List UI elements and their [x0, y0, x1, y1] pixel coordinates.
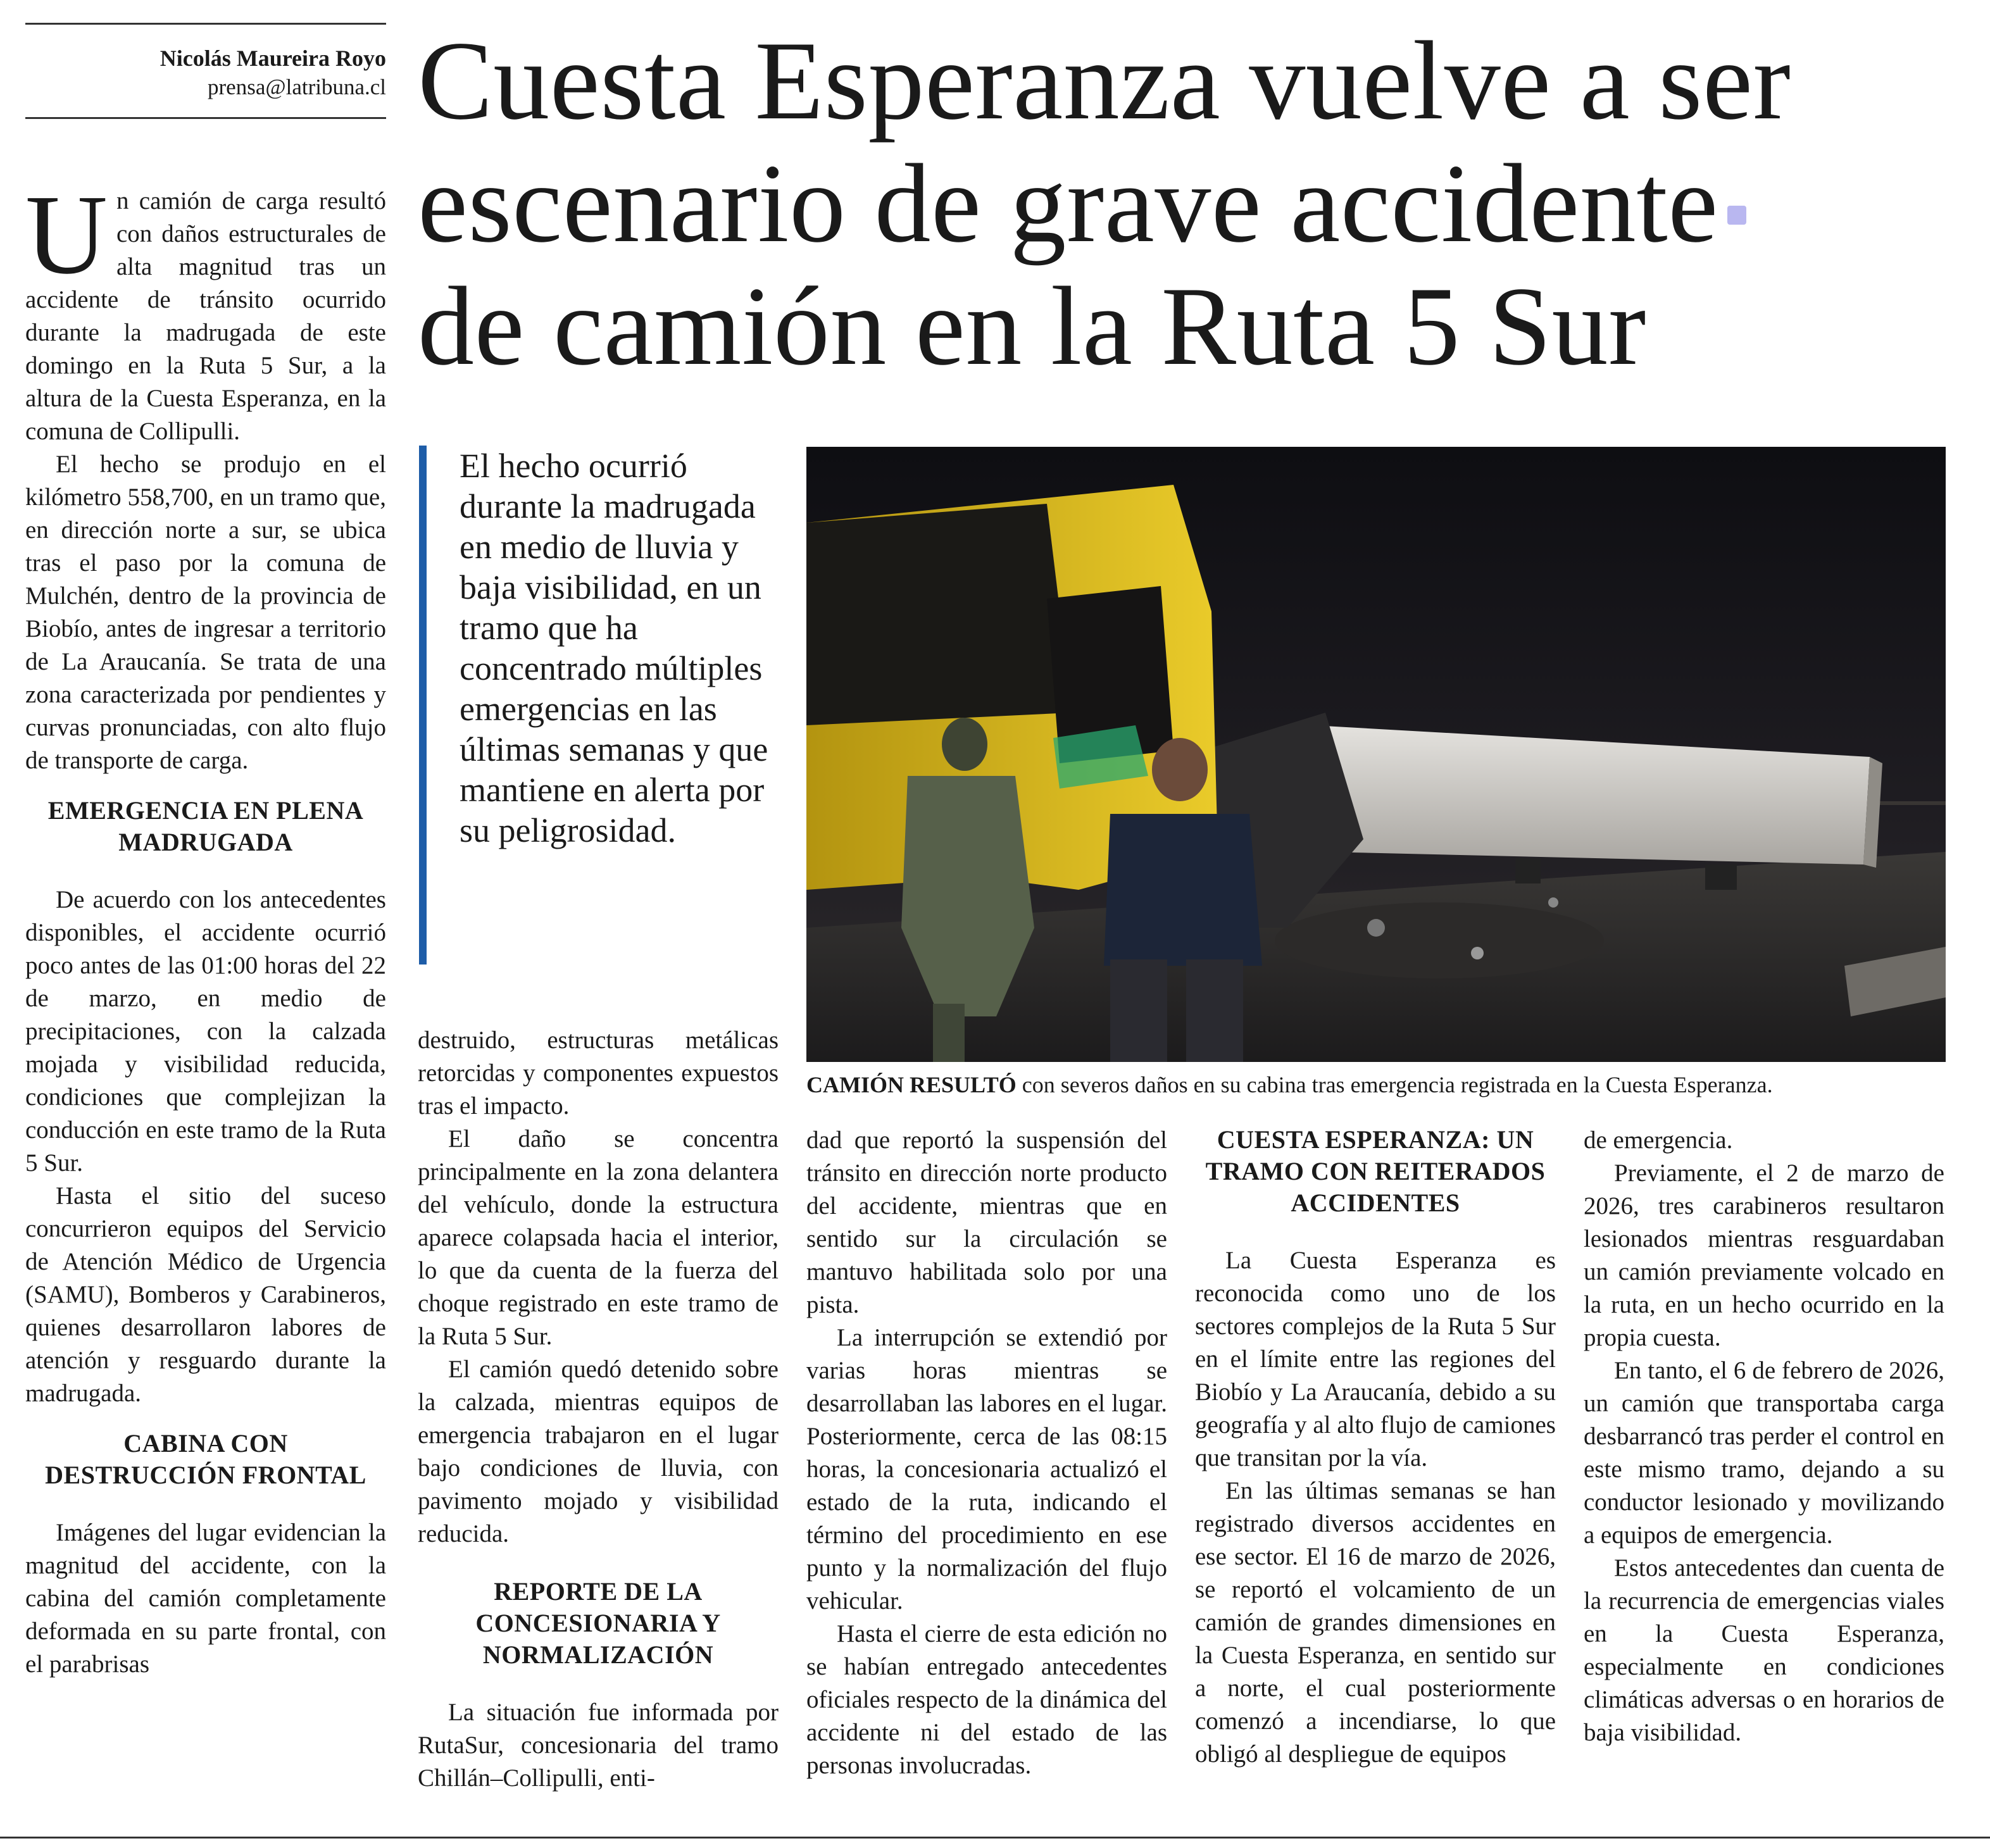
column-2 [418, 1024, 779, 1795]
author-name: Nicolás Maureira Royo [160, 46, 386, 71]
caption-text: con severos daños en su cabina tras emergencia registrada en la Cuesta Esperanza. [1016, 1072, 1773, 1097]
paragraph: El daño se concentra principalmente en la zona delantera del vehículo, donde la estructura aparece colapsada hacia el interior, lo que da cuenta de la fuerza del choque registrado en este tramo de la Ruta 5 Sur. [418, 1125, 779, 1350]
paragraph: Estos antecedentes dan cuenta de la recurrencia de emergencias viales en la Cuesta Esperanza, especialmente en condiciones climáticas adversas o en horarios de baja visibilidad. [1584, 1554, 1944, 1746]
paragraph: Hasta el sitio del suceso concurrieron equipos del Servicio de Atención Médico de Urgencia (SAMU), Bomberos y Carabineros, quienes desarrollaron labores de atención y resguardo durante la madrugada. [25, 1182, 386, 1407]
pull-quote-text: El hecho ocurrió durante la madrugada en medio de lluvia y baja visibilidad, en un tramo que ha concentrado múltiples emergencias en las últimas semanas y que mantiene en alerta por su peligrosidad. [460, 447, 768, 849]
headline-line-1: Cuesta Esperanza vuelve a ser [418, 18, 1791, 143]
article-lead: Un camión de carga resultó con daños estructurales de alta magnitud tras un accidente de tránsito ocurrido durante la madrugada de este domingo en la Ruta 5 Sur, a la altura de la Cuesta Esperanza, en la comuna de Collipulli. [25, 172, 386, 445]
drop-cap: U [25, 172, 108, 297]
paragraph: de emergencia. [1584, 1127, 1733, 1154]
bottom-divider [0, 1837, 1990, 1839]
paragraph: El camión quedó detenido sobre la calzada, mientras equipos de emergencia trabajaron en el lugar bajo condiciones de lluvia, con pavimento mojado y visibilidad reducida. [418, 1356, 779, 1547]
column-5 [1584, 1124, 1944, 1749]
byline [25, 23, 386, 119]
pull-quote [419, 446, 773, 965]
headline-line-2: escenario de grave accidente [418, 140, 1718, 266]
headline [418, 19, 1975, 387]
article-photo [806, 447, 1946, 1062]
paragraph: La Cuesta Esperanza es reconocida como uno de los sectores complejos de la Ruta 5 Sur en el límite entre las regiones del Biobío y La Araucanía, debido a su geografía y al alto flujo de camiones que transitan por la vía. [1195, 1247, 1556, 1471]
paragraph: Imágenes del lugar evidencian la magnitud del accidente, con la cabina del camión completamente deformada en su parte frontal, con el parabrisas [25, 1519, 386, 1678]
photo-caption [806, 1070, 1971, 1100]
truck-accident-photo-icon [806, 447, 1946, 1062]
paragraph: La interrupción se extendió por varias horas mientras se desarrollaban las labores en el lugar. Posteriormente, cerca de las 08:15 horas, la concesionaria actualizó el estado de la ruta, indicando el término del procedimiento en ese punto y la normalización del flujo vehicular. [806, 1324, 1167, 1614]
section-heading: CUESTA ESPERANZA: UN TRAMO CON REITERADOS ACCIDENTES [1205, 1125, 1546, 1217]
caption-lead: CAMIÓN RESULTÓ [806, 1072, 1017, 1097]
paragraph: Previamente, el 2 de marzo de 2026, tres carabineros resultaron lesionados mientras resguardaban un camión previamente volcado en la ruta, en un hecho ocurrido en la propia cuesta. [1584, 1159, 1944, 1351]
section-heading: EMERGENCIA EN PLENA MADRUGADA [47, 796, 364, 856]
paragraph: En tanto, el 6 de febrero de 2026, un camión que transportaba carga desbarrancó tras perder el control en este mismo tramo, dejando a su conductor lesionado y movilizando a equipos de emergencia. [1584, 1357, 1944, 1549]
column-1 [25, 172, 386, 1681]
paragraph: El hecho se produjo en el kilómetro 558,700, en un tramo que, en dirección norte a sur, se ubica tras el paso por la comuna de Mulchén, dentro de la provincia de Biobío, antes de ingresar a territorio de La Araucanía. Se trata de una zona caracterizada por pendientes y curvas pronunciadas, con alto flujo de transporte de carga. [25, 451, 386, 774]
author-email: prensa@latribuna.cl [208, 75, 386, 99]
column-4 [1195, 1124, 1556, 1771]
column-3 [806, 1124, 1167, 1782]
paragraph: De acuerdo con los antecedentes disponibles, el accidente ocurrió poco antes de las 01:00 horas del 22 de marzo, en medio de precipitaciones, con la calzada mojada y visibilidad reducida, condiciones que complejizan la conducción en este tramo de la Ruta 5 Sur. [25, 886, 386, 1177]
paragraph: En las últimas semanas se han registrado diversos accidentes en ese sector. El 16 de marzo de 2026, se reportó el volcamiento de un camión de grandes dimensiones en la Cuesta Esperanza, en sentido sur a norte, el cual posteriormente comenzó a incendiarse, lo que obligó al despliegue de equipos [1195, 1477, 1556, 1768]
paragraph: destruido, estructuras metálicas retorcidas y componentes expuestos tras el impacto. [418, 1027, 779, 1120]
comment-marker-icon[interactable] [1727, 206, 1746, 225]
paragraph: La situación fue informada por RutaSur, concesionaria del tramo Chillán–Collipulli, enti- [418, 1699, 779, 1792]
headline-line-3: de camión en la Ruta 5 Sur [418, 263, 1646, 389]
paragraph: Hasta el cierre de esta edición no se habían entregado antecedentes oficiales respecto de la dinámica del accidente ni del estado de las personas involucradas. [806, 1620, 1167, 1779]
section-heading: REPORTE DE LA CONCESIONARIA Y NORMALIZACIÓN [475, 1577, 721, 1669]
section-heading: CABINA CON DESTRUCCIÓN FRONTAL [45, 1429, 366, 1489]
paragraph: dad que reportó la suspensión del tránsito en dirección norte producto del accidente, mientras que en sentido sur la circulación se mantuvo habilitada solo por una pista. [806, 1127, 1167, 1318]
